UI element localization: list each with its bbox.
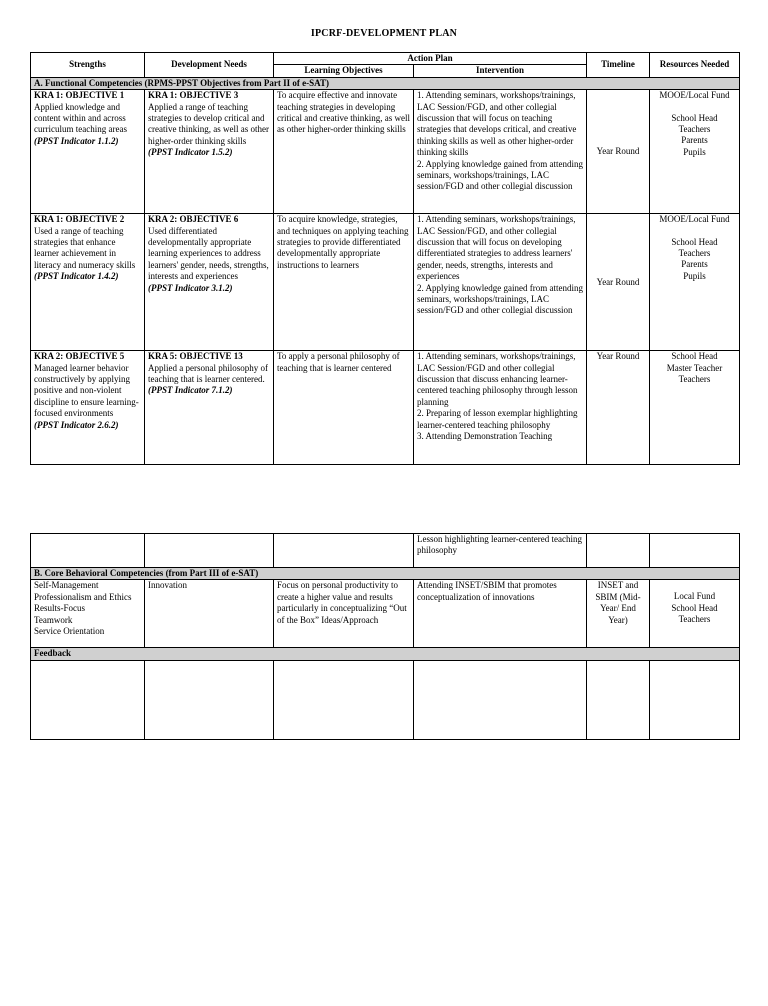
resource-fund: MOOE/Local Fund: [659, 214, 730, 225]
objective-cell: To apply a personal philosophy of teaching that is learner centered: [274, 351, 414, 465]
timeline-cell: Year Round: [587, 214, 650, 351]
section-b-heading: B. Core Behavioral Competencies (from Part III of e-SAT): [31, 568, 740, 580]
intervention-item: 1. Attending seminars, workshops/trainings, LAC Session/FGD, and other collegial discussion that will focus on teaching strategies that develops critical, and creative thinking skills as well as other higher-order thinking skills: [417, 90, 577, 158]
core-strength-item: Self-Management: [34, 580, 99, 591]
strength-kra: KRA 1: OBJECTIVE 1: [34, 90, 125, 101]
resource-item: Parents: [681, 135, 708, 146]
core-objective-cell: Focus on personal productivity to create a higher value and results particularly in conceptualizing “Out of the Box” Ideas/Approach: [274, 580, 414, 648]
objective-cell: To acquire knowledge, strategies, and techniques on applying teaching strategies to provide differentiated developmentally appropriate instructions to learners: [274, 214, 414, 351]
intervention-item: 3. Attending Demonstration Teaching: [417, 431, 553, 442]
need-cell: [145, 90, 274, 214]
header-learning-objectives: Learning Objectives: [274, 65, 414, 77]
need-kra: KRA 2: OBJECTIVE 6: [148, 214, 239, 225]
intervention-cell: [414, 351, 587, 465]
strength-text: Managed learner behavior constructively by applying positive and non-violent discipline to ensure learning-focused environments: [34, 362, 139, 419]
table-row: [31, 351, 740, 465]
resource-item: Pupils: [683, 146, 706, 157]
header-timeline: Timeline: [587, 53, 650, 78]
resource-item: Teachers: [678, 614, 711, 625]
objective-cell: To acquire effective and innovate teaching strategies in developing critical and creative thinking, as well as other higher-order thinking skills: [274, 90, 414, 214]
feedback-blank-row: [31, 660, 740, 739]
core-strength-item: Professionalism and Ethics: [34, 591, 132, 602]
timeline-cell: Year Round: [587, 90, 650, 214]
resources-cell: [650, 214, 740, 351]
need-cell: [145, 351, 274, 465]
core-strength-item: Teamwork: [34, 614, 73, 625]
table-row: [31, 214, 740, 351]
intervention-item: 2. Preparing of lesson exemplar highlighting learner-centered teaching philosophy: [417, 408, 578, 430]
development-plan-table-continued: [30, 533, 740, 740]
resources-cell: [650, 351, 740, 465]
need-cell: [145, 214, 274, 351]
section-a-row: [31, 77, 740, 89]
core-need-cell: Innovation: [145, 580, 274, 648]
header-resources: Resources Needed: [650, 53, 740, 78]
header-strengths: Strengths: [31, 53, 145, 78]
table-row: [31, 580, 740, 648]
core-intervention-cell: Attending INSET/SBIM that promotes conceptualization of innovations: [414, 580, 587, 648]
need-indicator: (PPST Indicator 7.1.2): [148, 385, 233, 396]
resource-item: Parents: [681, 259, 708, 270]
core-strength-item: Service Orientation: [34, 626, 105, 637]
core-resources-cell: [650, 580, 740, 648]
section-b-row: [31, 568, 740, 580]
section-a-heading: A. Functional Competencies (RPMS-PPST Objectives from Part II of e-SAT): [31, 77, 740, 89]
strength-indicator: (PPST Indicator 1.1.2): [34, 135, 119, 146]
intervention-cell: [414, 90, 587, 214]
need-kra: KRA 1: OBJECTIVE 3: [148, 90, 239, 101]
feedback-row: [31, 648, 740, 660]
header-development-needs: Development Needs: [145, 53, 274, 78]
resource-item: Master Teacher: [666, 362, 723, 373]
resource-item: School Head: [671, 602, 718, 613]
core-timeline-cell: INSET and SBIM (Mid-Year/ End Year): [587, 580, 650, 648]
strength-kra: KRA 2: OBJECTIVE 5: [34, 351, 125, 362]
strength-cell: [31, 90, 145, 214]
resource-item: Teachers: [678, 248, 711, 259]
intervention-cell: [414, 214, 587, 351]
header-action-plan: Action Plan: [274, 53, 587, 65]
header-intervention: Intervention: [414, 65, 587, 77]
continuation-row: [31, 534, 740, 568]
resource-item: School Head: [671, 112, 718, 123]
development-plan-table: [30, 52, 740, 465]
strength-cell: [31, 214, 145, 351]
strength-indicator: (PPST Indicator 1.4.2): [34, 271, 119, 282]
intervention-item: 1. Attending seminars, workshops/trainings, LAC Session/FGD and other collegial discussion that discuss enhancing learner-centered teaching philosophy through lesson planning: [417, 351, 578, 407]
need-indicator: (PPST Indicator 3.1.2): [148, 282, 233, 293]
resource-item: Local Fund: [673, 591, 716, 602]
resources-cell: [650, 90, 740, 214]
strength-text: Used a range of teaching strategies that enhance learner achievement in literacy and numeracy skills: [34, 225, 136, 270]
resource-item: Pupils: [683, 270, 706, 281]
resource-item: School Head: [671, 236, 718, 247]
strength-text: Applied knowledge and content within and across curriculum teaching areas: [34, 101, 127, 135]
need-text: Applied a personal philosophy of teaching that is learner centered.: [148, 362, 268, 385]
timeline-cell: Year Round: [587, 351, 650, 465]
feedback-heading: Feedback: [31, 648, 740, 660]
need-text: Used differentiated developmentally appropriate learning experiences to address learners' gender, needs, strengths, interests and experiences: [148, 225, 269, 282]
resource-item: Teachers: [678, 124, 711, 135]
intervention-continuation: Lesson highlighting learner-centered teaching philosophy: [414, 534, 587, 568]
header-row: [31, 53, 740, 65]
strength-cell: [31, 351, 145, 465]
resource-fund: MOOE/Local Fund: [659, 90, 730, 101]
need-text: Applied a range of teaching strategies to develop critical and creative thinking, as well as other higher-order thinking skills: [148, 101, 269, 146]
intervention-item: 2. Applying knowledge gained from attending seminars, workshops/trainings, LAC session/FGD and other collegial discussion: [417, 158, 583, 192]
core-strengths-cell: [31, 580, 145, 648]
need-kra: KRA 5: OBJECTIVE 13: [148, 351, 243, 362]
resource-item: School Head: [671, 351, 718, 362]
core-strength-item: Results-Focus: [34, 603, 86, 614]
page-title: IPCRF-DEVELOPMENT PLAN: [310, 28, 458, 39]
table-row: [31, 90, 740, 214]
strength-kra: KRA 1: OBJECTIVE 2: [34, 214, 125, 225]
need-indicator: (PPST Indicator 1.5.2): [148, 147, 233, 158]
resource-item: Teachers: [678, 374, 711, 385]
intervention-item: 2. Applying knowledge gained from attending seminars, workshops/trainings, LAC session/FGD and other collegial discussion: [417, 282, 583, 316]
strength-indicator: (PPST Indicator 2.6.2): [34, 419, 119, 430]
intervention-item: 1. Attending seminars, workshops/trainings, LAC Session/FGD, and other collegial discussion that will focus on developing differentiated strategies to address learners' gender, needs, strengths, interests and experiences: [417, 214, 576, 282]
